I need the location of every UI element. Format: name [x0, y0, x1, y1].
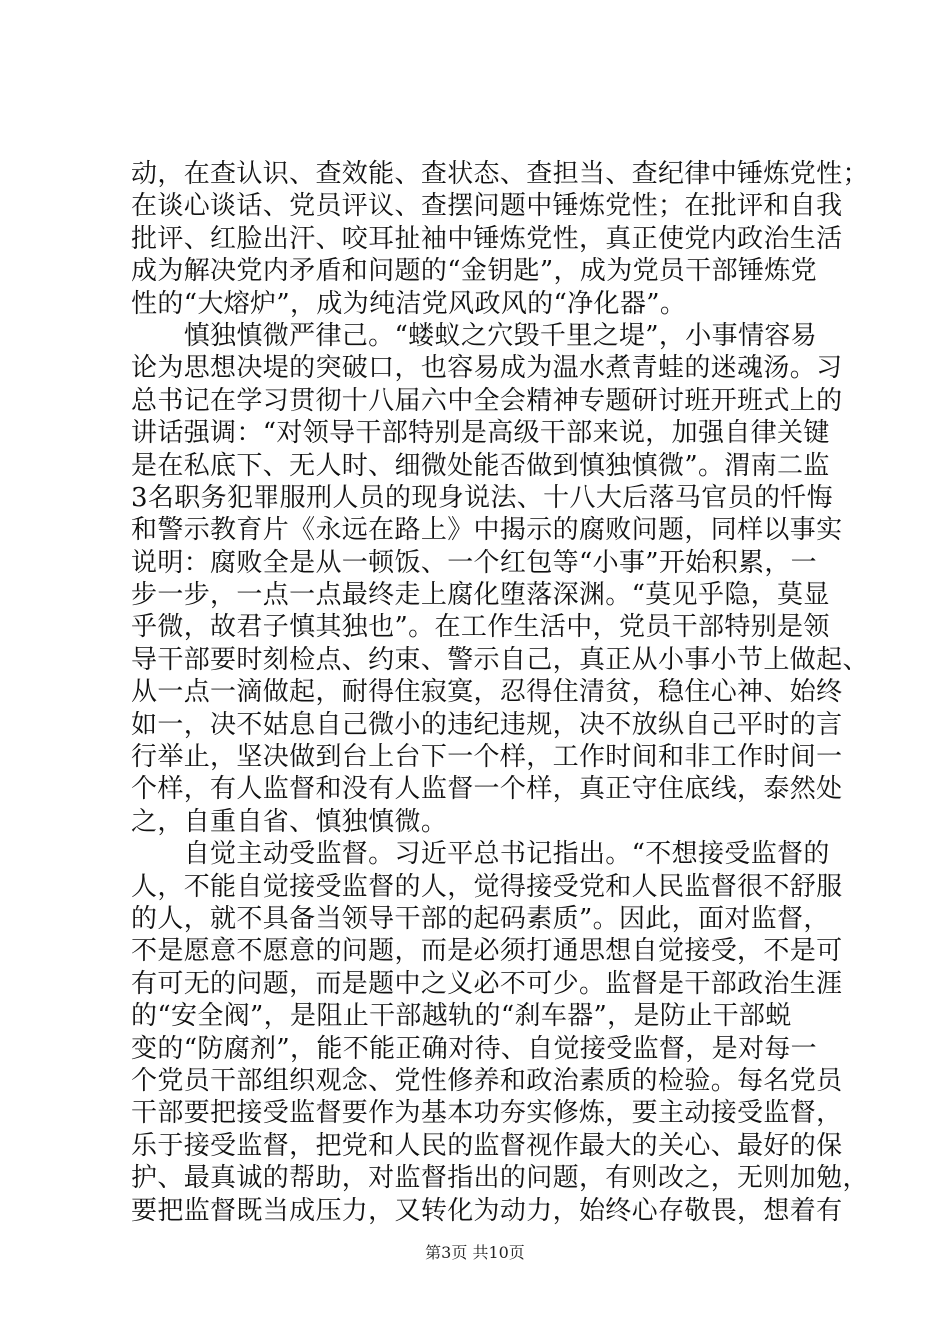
page-footer: 第3页 共10页 [425, 1243, 525, 1262]
text-line: 变的“防腐剂”，能不能正确对待、自觉接受监督，是对每一 [131, 1033, 818, 1064]
text-line: 是在私底下、无人时、细微处能否做到慎独慎微”。渭南二监 [131, 450, 830, 481]
text-line: 乐于接受监督，把党和人民的监督视作最大的关心、最好的保 [131, 1130, 843, 1161]
text-line: 成为解决党内矛盾和问题的“金钥匙”，成为党员干部锤炼党 [131, 256, 818, 287]
body-text [131, 158, 869, 1227]
text-line: 个样，有人监督和没有人监督一个样，真正守住底线，泰然处 [131, 774, 843, 805]
text-line: 慎独慎微严律己。“蝼蚁之穴毁千里之堤”，小事情容易 [131, 320, 818, 351]
text-line: 个党员干部组织观念、党性修养和政治素质的检验。每名党员 [131, 1065, 843, 1096]
text-line: 护、最真诚的帮助，对监督指出的问题，有则改之，无则加勉， [131, 1163, 869, 1194]
text-line: 干部要把接受监督要作为基本功夯实修炼，要主动接受监督， [131, 1098, 843, 1129]
text-line: 不是愿意不愿意的问题，而是必须打通思想自觉接受，不是可 [131, 936, 843, 967]
text-line: 有可无的问题，而是题中之义必不可少。监督是干部政治生涯 [131, 968, 843, 999]
text-line: 说明：腐败全是从一顿饭、一个红包等“小事”开始积累，一 [131, 547, 818, 578]
text-line: 之，自重自省、慎独慎微。 [131, 806, 448, 837]
text-line: 论为思想决堤的突破口，也容易成为温水煮青蛙的迷魂汤。习 [131, 353, 843, 384]
text-line: 3名职务犯罪服刑人员的现身说法、十八大后落马官员的忏悔 [131, 482, 833, 513]
text-line: 自觉主动受监督。习近平总书记指出。“不想接受监督的 [131, 839, 830, 870]
text-line: 在谈心谈话、党员评议、查摆问题中锤炼党性；在批评和自我 [131, 191, 843, 222]
text-line: 乎微，故君子慎其独也”。在工作生活中，党员干部特别是领 [131, 612, 830, 643]
text-line: 讲话强调：“对领导干部特别是高级干部来说，加强自律关键 [131, 418, 830, 449]
text-line: 要把监督既当成压力，又转化为动力，始终心存敬畏，想着有 [131, 1195, 843, 1226]
text-line: 如一，决不姑息自己微小的违纪违规，决不放纵自己平时的言 [131, 709, 843, 740]
text-line: 从一点一滴做起，耐得住寂寞，忍得住清贫，稳住心神、始终 [131, 677, 843, 708]
text-line: 的“安全阀”，是阻止干部越轨的“刹车器”，是防止干部蜕 [131, 1001, 792, 1032]
text-line: 步一步，一点一点最终走上腐化堕落深渊。“莫见乎隐，莫显 [131, 580, 830, 611]
text-line: 和警示教育片《永远在路上》中揭示的腐败问题，同样以事实 [131, 515, 843, 546]
text-line: 的人，就不具备当领导干部的起码素质”。因此，面对监督， [131, 903, 830, 934]
text-line: 总书记在学习贯彻十八届六中全会精神专题研讨班开班式上的 [131, 385, 843, 416]
text-line: 人，不能自觉接受监督的人，觉得接受党和人民监督很不舒服 [131, 871, 843, 902]
text-line: 导干部要时刻检点、约束、警示自己，真正从小事小节上做起、 [131, 644, 869, 675]
text-line: 行举止，坚决做到台上台下一个样，工作时间和非工作时间一 [131, 742, 843, 773]
text-line: 动，在查认识、查效能、查状态、查担当、查纪律中锤炼党性； [131, 159, 869, 189]
text-line: 批评、红脸出汗、咬耳扯袖中锤炼党性，真正使党内政治生活 [131, 223, 843, 254]
text-line: 性的“大熔炉”，成为纯洁党风政风的“净化器”。 [131, 288, 687, 319]
